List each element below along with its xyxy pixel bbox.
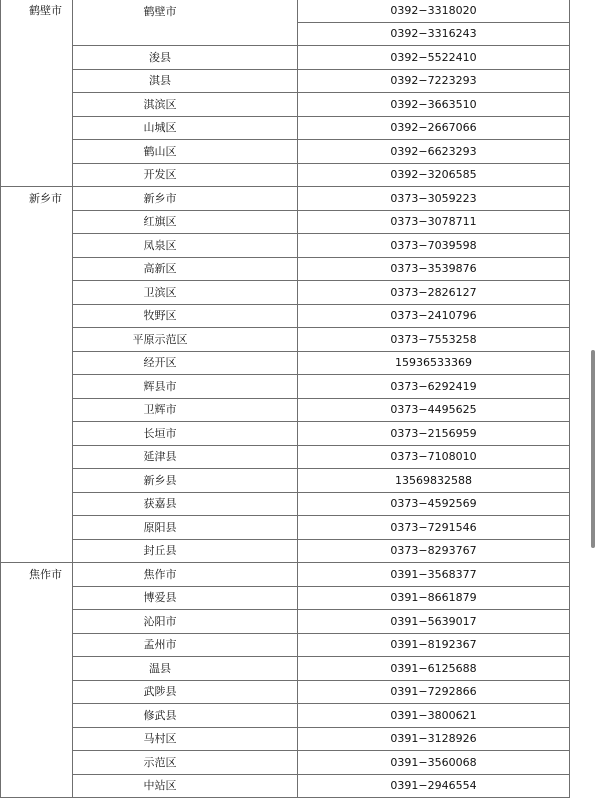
phone-cell: 0373−7553258 [298, 328, 570, 352]
scrollbar-thumb[interactable] [591, 350, 595, 548]
area-cell: 孟州市 [73, 633, 298, 657]
phone-cell: 0392−5522410 [298, 46, 570, 70]
area-cell: 示范区 [73, 751, 298, 775]
area-cell: 温县 [73, 657, 298, 681]
phone-cell: 0391−7292866 [298, 680, 570, 704]
table-row [1, 727, 570, 751]
table-row [1, 680, 570, 704]
area-cell: 长垣市 [73, 422, 298, 446]
area-cell: 中站区 [73, 774, 298, 798]
table-row [1, 210, 570, 234]
phone-cell: 0391−3800621 [298, 704, 570, 728]
area-cell: 凤泉区 [73, 234, 298, 258]
area-cell: 延津县 [73, 445, 298, 469]
phone-cell: 0373−8293767 [298, 539, 570, 563]
city-cell: 新乡市 [1, 187, 73, 563]
area-cell: 鹤壁市 [73, 0, 298, 46]
area-cell: 淇县 [73, 69, 298, 93]
area-cell: 平原示范区 [73, 328, 298, 352]
phone-cell: 0373−2826127 [298, 281, 570, 305]
table-row [1, 116, 570, 140]
area-cell: 焦作市 [73, 563, 298, 587]
table-row [1, 93, 570, 117]
phone-cell: 0391−3128926 [298, 727, 570, 751]
phone-cell: 0373−4495625 [298, 398, 570, 422]
phone-cell: 0392−3316243 [298, 22, 570, 46]
area-cell: 牧野区 [73, 304, 298, 328]
area-cell: 封丘县 [73, 539, 298, 563]
table-row [1, 328, 570, 352]
phone-cell: 0373−2156959 [298, 422, 570, 446]
phone-cell: 0391−3560068 [298, 751, 570, 775]
table-row [1, 610, 570, 634]
table-row [1, 492, 570, 516]
area-cell: 沁阳市 [73, 610, 298, 634]
table-row [1, 704, 570, 728]
area-cell: 修武县 [73, 704, 298, 728]
table-row [1, 257, 570, 281]
area-cell: 山城区 [73, 116, 298, 140]
table-row [1, 516, 570, 540]
city-cell: 鹤壁市 [1, 0, 73, 187]
table-row [1, 187, 570, 211]
area-cell: 辉县市 [73, 375, 298, 399]
area-cell: 卫辉市 [73, 398, 298, 422]
table-row [1, 234, 570, 258]
phone-cell: 0392−2667066 [298, 116, 570, 140]
phone-cell: 0373−3539876 [298, 257, 570, 281]
phone-cell: 0391−2946554 [298, 774, 570, 798]
table-row [1, 163, 570, 187]
phone-cell: 0392−6623293 [298, 140, 570, 164]
table-row [1, 304, 570, 328]
area-cell: 新乡县 [73, 469, 298, 493]
city-cell: 焦作市 [1, 563, 73, 798]
phone-cell: 0373−6292419 [298, 375, 570, 399]
area-cell: 经开区 [73, 351, 298, 375]
area-cell: 浚县 [73, 46, 298, 70]
area-cell: 开发区 [73, 163, 298, 187]
table-row [1, 539, 570, 563]
area-cell: 鹤山区 [73, 140, 298, 164]
table-row [1, 469, 570, 493]
table-row [1, 351, 570, 375]
phone-cell: 0392−7223293 [298, 69, 570, 93]
phone-cell: 0391−8192367 [298, 633, 570, 657]
table-row [1, 422, 570, 446]
phone-cell: 0373−7039598 [298, 234, 570, 258]
phone-cell: 15936533369 [298, 351, 570, 375]
table-row [1, 69, 570, 93]
table-row [1, 445, 570, 469]
area-cell: 新乡市 [73, 187, 298, 211]
table-row [1, 281, 570, 305]
table-row [1, 586, 570, 610]
area-cell: 高新区 [73, 257, 298, 281]
table-row [1, 46, 570, 70]
area-cell: 原阳县 [73, 516, 298, 540]
table-row [1, 774, 570, 798]
phone-cell: 0373−7108010 [298, 445, 570, 469]
table-row [1, 375, 570, 399]
area-cell: 博爱县 [73, 586, 298, 610]
area-cell: 马村区 [73, 727, 298, 751]
phone-cell: 0392−3318020 [298, 0, 570, 22]
table-row [1, 140, 570, 164]
phone-cell: 0373−7291546 [298, 516, 570, 540]
phone-table-body [1, 0, 570, 798]
area-cell: 淇滨区 [73, 93, 298, 117]
phone-cell: 13569832588 [298, 469, 570, 493]
table-row [1, 657, 570, 681]
table-row [1, 398, 570, 422]
table-row [1, 0, 570, 22]
table-row [1, 751, 570, 775]
area-cell: 获嘉县 [73, 492, 298, 516]
table-row [1, 563, 570, 587]
phone-cell: 0391−3568377 [298, 563, 570, 587]
phone-cell: 0392−3663510 [298, 93, 570, 117]
phone-cell: 0392−3206585 [298, 163, 570, 187]
area-cell: 红旗区 [73, 210, 298, 234]
phone-cell: 0373−3059223 [298, 187, 570, 211]
phone-cell: 0391−5639017 [298, 610, 570, 634]
area-cell: 卫滨区 [73, 281, 298, 305]
phone-cell: 0391−8661879 [298, 586, 570, 610]
table-row [1, 633, 570, 657]
phone-cell: 0373−4592569 [298, 492, 570, 516]
area-cell: 武陟县 [73, 680, 298, 704]
phone-cell: 0373−3078711 [298, 210, 570, 234]
phone-cell: 0391−6125688 [298, 657, 570, 681]
phone-cell: 0373−2410796 [298, 304, 570, 328]
